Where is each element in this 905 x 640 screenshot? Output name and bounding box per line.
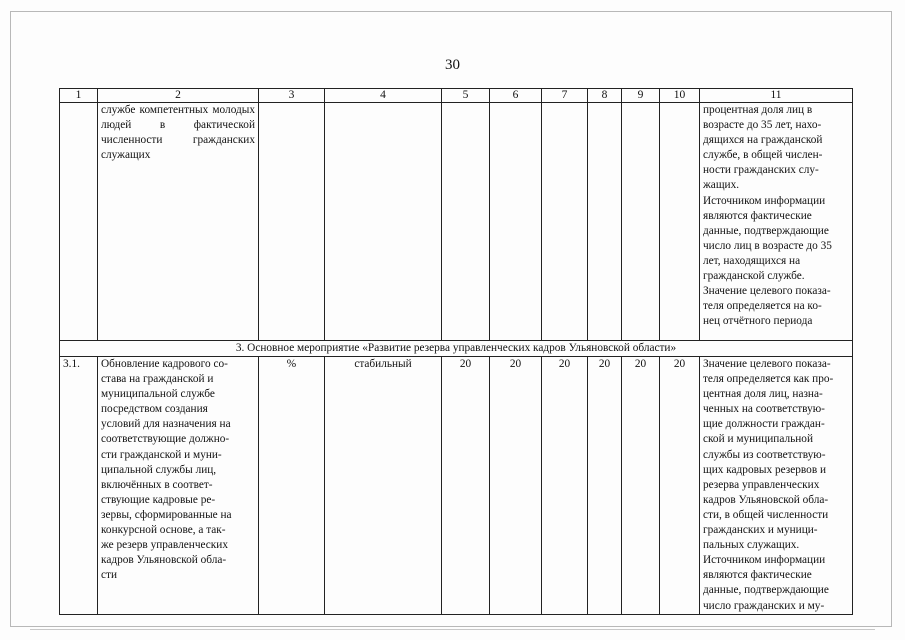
cell-value [490, 103, 542, 341]
text-line: лет, находящихся на [703, 254, 801, 267]
cell-value: 20 [660, 357, 700, 615]
cell-value: 20 [622, 357, 660, 615]
text-line: соответствующие должно- [101, 433, 230, 446]
cell-num [60, 103, 98, 341]
header-cell: 11 [700, 89, 853, 103]
text-line: пальных служащих. [703, 539, 800, 552]
text-line: сти [101, 569, 117, 582]
cell-value: 20 [490, 357, 542, 615]
header-cell: 4 [325, 89, 442, 103]
cell-value [622, 103, 660, 341]
text-line: кадров Ульяновской обла- [101, 554, 227, 567]
text-line: включённых в соответ- [101, 478, 213, 491]
text-line: сти, в общей численности [703, 508, 829, 521]
cell-methodology [700, 357, 853, 615]
text-line: Значение целевого показа- [703, 358, 831, 370]
text-line: центная доля лиц, назна- [703, 388, 823, 401]
text-line: кадров Ульяновской обла- [703, 493, 829, 506]
text-line: ципальной службы лиц, [101, 463, 217, 476]
text-line: службе, в общей числен- [703, 149, 823, 162]
text-line: нец отчётного периода [703, 315, 813, 328]
cell-trend: стабильный [325, 357, 442, 615]
text-line: ченных на соответствую- [703, 403, 825, 416]
header-cell: 2 [98, 89, 259, 103]
cell-value [660, 103, 700, 341]
text-line: являются фактические [703, 569, 812, 582]
text-line: процентная доля лиц в [703, 104, 813, 116]
text-line: ствующие кадровые ре- [101, 493, 216, 506]
table-row-continuation [60, 103, 853, 341]
table-row-3-1 [60, 357, 853, 615]
cell-indicator-name: службе компетентных молодых людей в фактической численности гражданских служащих [98, 103, 259, 341]
text-line: являются фактические [703, 209, 812, 222]
page-number: 30 [445, 57, 460, 73]
header-cell: 7 [542, 89, 588, 103]
text-line: данные, подтверждающие [703, 224, 829, 237]
cell-unit [259, 103, 325, 341]
text-line: Обновление кадрового со- [101, 358, 228, 370]
text-line: ской и муниципальной [703, 433, 813, 446]
text-line: теля определяется на ко- [703, 300, 822, 313]
header-cell: 5 [442, 89, 490, 103]
text-line: гражданских и муници- [703, 524, 818, 537]
text-line: зервы, сформированные на [101, 508, 232, 521]
text-line: щих кадровых резервов и [703, 463, 827, 476]
text-line: Источником информации [703, 554, 826, 567]
cell-value [542, 103, 588, 341]
cell-value: 20 [588, 357, 622, 615]
text-line: гражданской службе. [703, 270, 805, 283]
header-cell: 9 [622, 89, 660, 103]
text-line: же резерв управленческих [101, 539, 228, 552]
text-line: муниципальной службе [101, 388, 215, 401]
header-cell: 8 [588, 89, 622, 103]
text-line: службы из соответствую- [703, 448, 826, 461]
text-line: става на гражданской и [101, 373, 214, 386]
cell-value [588, 103, 622, 341]
text-line: возрасте до 35 лет, нахо- [703, 119, 822, 132]
header-cell: 10 [660, 89, 700, 103]
header-cell: 3 [259, 89, 325, 103]
cell-value: 20 [442, 357, 490, 615]
text-line: жащих. [703, 179, 740, 192]
text-line: дящихся на гражданской [703, 134, 823, 147]
text-line: число гражданских и му- [703, 599, 825, 612]
header-cell: 1 [60, 89, 98, 103]
text-line: сти гражданской и муни- [101, 448, 222, 461]
header-cell: 6 [490, 89, 542, 103]
scan-footer-line [30, 629, 875, 630]
text-line: условий для назначения на [101, 418, 231, 431]
text-line: данные, подтверждающие [703, 584, 829, 597]
cell-value [442, 103, 490, 341]
cell-unit: % [259, 357, 325, 615]
cell-methodology [700, 103, 853, 341]
text-line: посредством создания [101, 403, 208, 416]
text-line: конкурсной основе, а так- [101, 524, 226, 537]
section-title: 3. Основное мероприятие «Развитие резерва управленческих кадров Ульяновской области» [60, 341, 853, 357]
text-line: резерва управленческих [703, 478, 820, 491]
cell-indicator-name [98, 357, 259, 615]
text-line: ности гражданских слу- [703, 164, 819, 177]
section-row [60, 341, 853, 357]
cell-value: 20 [542, 357, 588, 615]
table-header-row [60, 89, 853, 103]
text-line: Источником информации [703, 194, 826, 207]
text-line: Значение целевого показа- [703, 285, 831, 298]
text-line: число лиц в возрасте до 35 [703, 239, 832, 252]
indicators-table [59, 88, 853, 615]
text-line: теля определяется как про- [703, 373, 834, 386]
cell-num: 3.1. [60, 357, 98, 615]
cell-trend [325, 103, 442, 341]
text-line: щие должности граждан- [703, 418, 825, 431]
